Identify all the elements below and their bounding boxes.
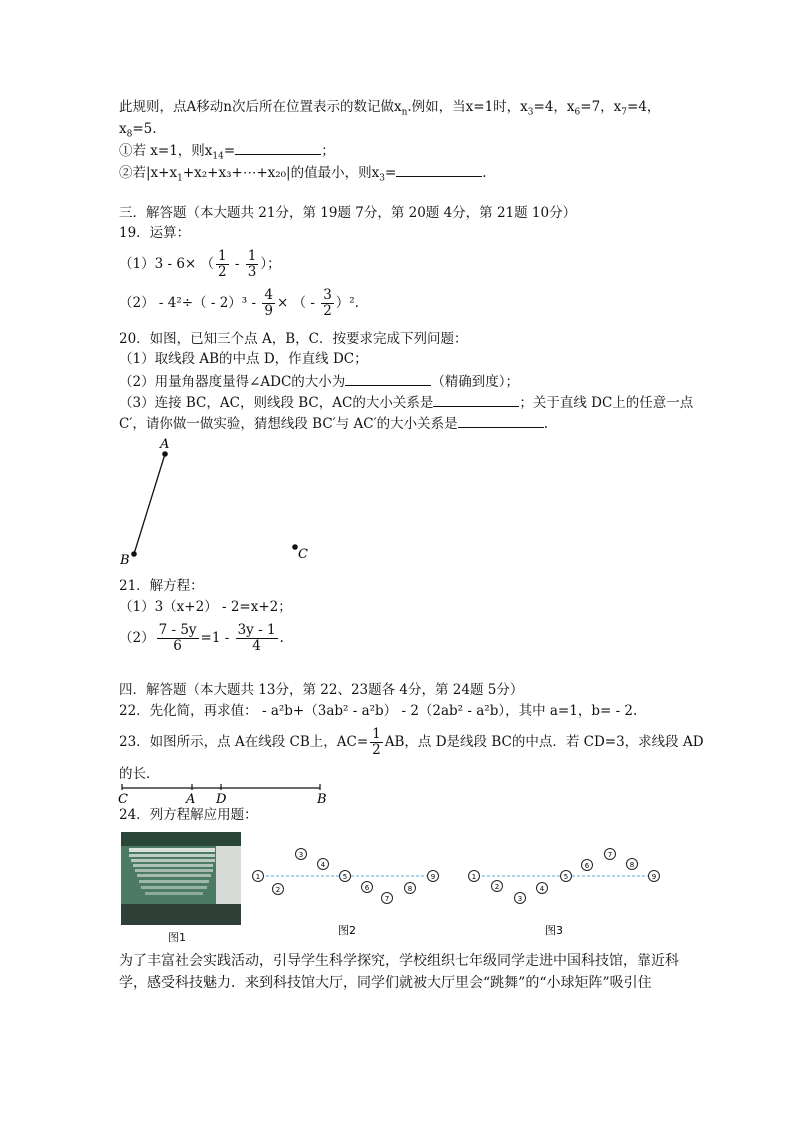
q20-part-1: （1）取线段 AB的中点 D，作直线 DC； (119, 351, 368, 367)
figure-3-caption: 图3 (545, 924, 563, 937)
figure-2-caption: 图2 (338, 924, 356, 937)
q20-part-3: （3）连接 BC，AC，则线段 BC，AC的大小关系是 ；关于直线 DC上的任意一点 (119, 392, 693, 412)
fig3-ball-label-7: 7 (607, 851, 613, 859)
q23-line-2: 的长． (119, 766, 160, 782)
q19-part-1: （1）3 - 6× （ $\frac{1}{2}$ - $\frac{1}{3}$ ）； (119, 248, 281, 280)
answer-blank[interactable] (345, 371, 431, 386)
q24-paragraph-line-2: 学，感受科技魅力．来到科技馆大厅，同学们就被大厅里会“跳舞”的“小球矩阵”吸引住 (119, 975, 652, 991)
q20-title: 20．如图，已知三个点 A，B，C．按要求完成下列问题： (119, 331, 468, 347)
label-b: B (120, 553, 130, 566)
fig2-ball-label-9: 9 (430, 873, 436, 881)
fig2-ball-label-5: 5 (342, 873, 348, 881)
q24-title: 24．列方程解应用题： (119, 807, 258, 823)
q21-part-1: （1）3（x+2） - 2=x+2； (119, 599, 292, 615)
label-d: D (216, 792, 227, 806)
fig2-balls (253, 849, 439, 904)
ball-diagrams (240, 832, 666, 942)
label-c: C (298, 547, 308, 562)
point-a (162, 451, 168, 457)
fig2-ball-label-2: 2 (275, 886, 281, 894)
fig3-ball-label-4: 4 (539, 885, 545, 893)
q19-part-2: （2） - 4²÷（ - 2）³ - $\frac{4}{9}$ × （ - $\frac{3}{2}$ ）²． (119, 287, 369, 319)
fig3-ball-label-3: 3 (517, 895, 523, 903)
question-1-line: ①若 x=1，则$x_{14}=$ ； (119, 140, 335, 166)
fig3-ball-label-8: 8 (629, 861, 635, 869)
q24-paragraph-line-1: 为了丰富社会实践活动，引导学生科学探究，学校组织七年级同学走进中国科技馆，靠近科 (119, 953, 679, 969)
q20-part-3b: C′，请你做一做实验，猜想线段 BC′与 AC′的大小关系是 . (119, 413, 548, 433)
fig3-ball-label-6: 6 (584, 862, 590, 870)
q23-figure (114, 780, 339, 806)
fig2-ball-label-4: 4 (320, 861, 326, 869)
fig3-ball-label-1: 1 (471, 873, 477, 881)
point-c (292, 544, 298, 550)
fig2-ball-label-7: 7 (384, 895, 390, 903)
q23-line-1: 23．如图所示，点 A在线段 CB上，AC= $\frac{1}{2}$ AB，点 D是线段 BC的中点．若 CD=3，求线段 AD (119, 726, 704, 758)
intro-line-1: 此规则，点A移动n次后所在位置表示的数记做$x_n$.例如，当x=1时，$x_3=4$，$x_6=7$，$x_7=4$， (119, 99, 661, 118)
label-c: C (118, 792, 128, 806)
section-4-title: 四．解答题（本大题共 13分，第 22、23题各 4分，第 24题 5分） (119, 682, 524, 698)
q19-title: 19．运算： (119, 225, 191, 241)
segment-ab (134, 454, 165, 554)
q20-part-2: （2）用量角器度量得∠ADC的大小为 （精确到度）； (119, 371, 519, 391)
fig3-ball-label-2: 2 (494, 883, 500, 891)
figure-1-caption: 图1 (168, 931, 186, 944)
ball-matrix-photo (121, 832, 241, 925)
label-a: A (186, 792, 196, 806)
answer-blank[interactable] (458, 413, 544, 428)
answer-blank[interactable] (396, 162, 482, 177)
q22: 22．先化简，再求值： - a²b+（3ab² - a²b） - 2（2ab² - a²b），其中 a=1，b= - 2. (119, 703, 638, 719)
fig2-ball-label-6: 6 (364, 884, 370, 892)
fig2-ball-label-1: 1 (255, 873, 261, 881)
fig2-ball-label-3: 3 (298, 851, 304, 859)
answer-blank[interactable] (235, 140, 321, 155)
question-2-line: ②若$|x+x_1+x_2+x_3+\cdots+x_{20}|$的值最小，则$x_3=$ . (119, 162, 487, 188)
fig3-ball-label-9: 9 (651, 873, 657, 881)
intro-line-2: $x_8=5$. (119, 121, 157, 140)
section-3-title: 三．解答题（本大题共 21分，第 19题 7分，第 20题 4分，第 21题 10分） (119, 205, 577, 221)
fig2-ball-label-8: 8 (407, 885, 413, 893)
q20-figure (112, 436, 322, 566)
label-a: A (160, 437, 170, 452)
fig3-ball-label-5: 5 (563, 873, 569, 881)
point-b (131, 551, 137, 557)
answer-blank[interactable] (433, 392, 519, 407)
label-b: B (317, 792, 327, 806)
q21-part-2: （2） $\frac{7 - 5y}{6}$ =1 - $\frac{3y - 1}{4}$ . (119, 622, 284, 654)
q21-title: 21．解方程： (119, 578, 204, 594)
